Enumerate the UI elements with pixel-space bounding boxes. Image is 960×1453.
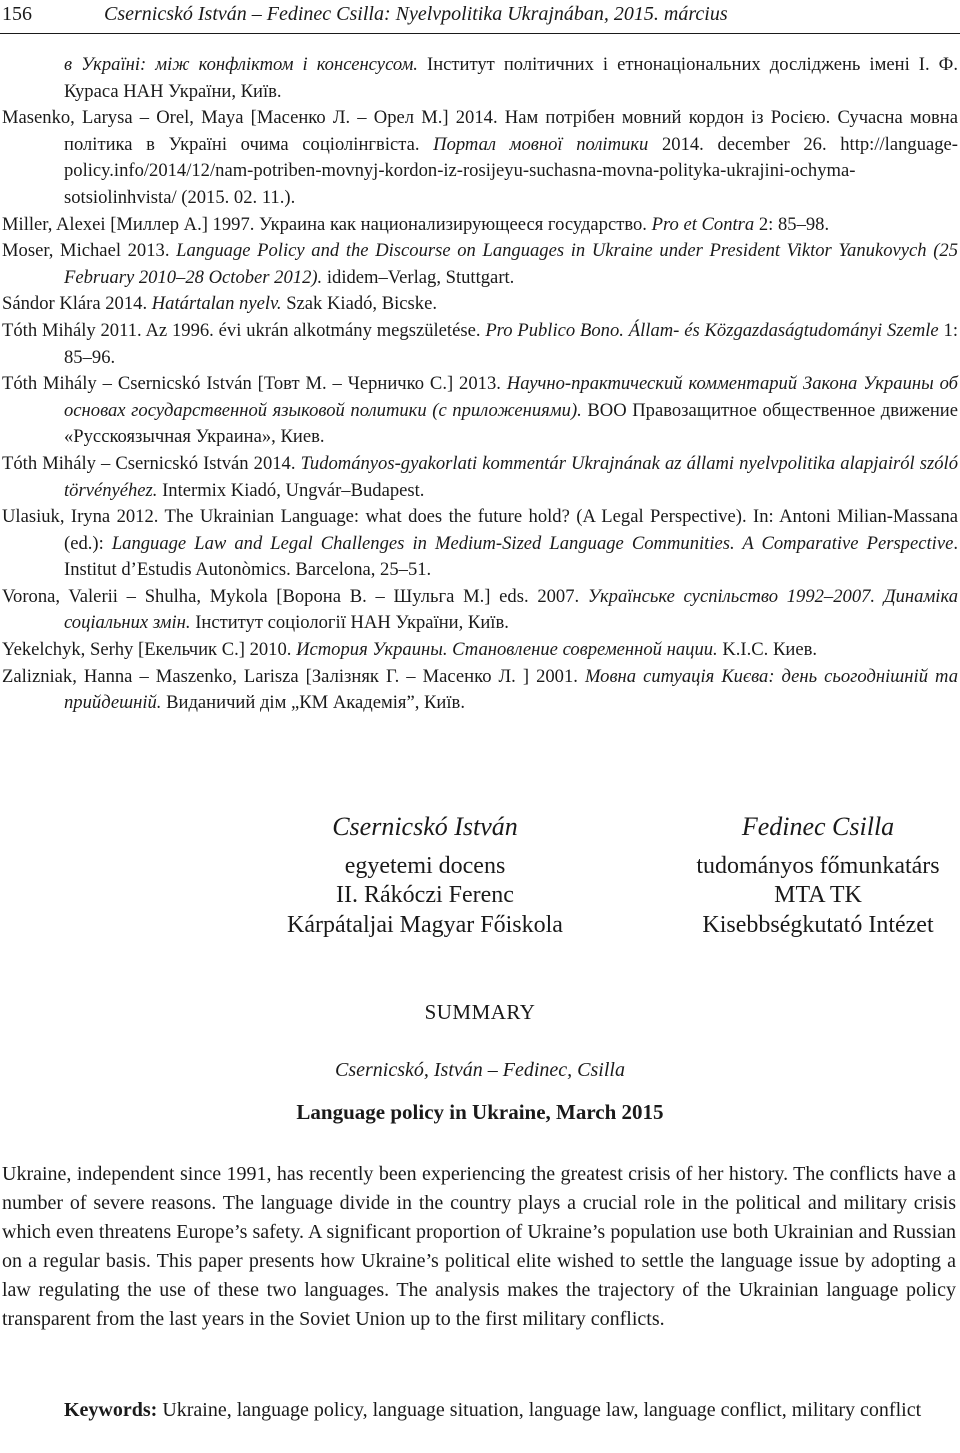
reference-text: Виданичий дім „КМ Академія”, Київ. <box>161 692 465 714</box>
summary-title: Language policy in Ukraine, March 2015 <box>296 1100 664 1124</box>
reference-text: Інститут політичних і етнонаціональних досліджень імені І. Ф. Кураса НАН України, Київ. <box>64 54 958 102</box>
reference-text: Moser, Michael 2013. <box>2 240 177 262</box>
reference-text: 1: 85–96. <box>64 319 958 368</box>
reference-text: 2: 85–98. <box>754 213 830 235</box>
summary-heading: SUMMARY <box>424 1000 536 1024</box>
reference-entry <box>2 664 958 717</box>
reference-title: Tudományos-gyakorlati kommentár Ukrajnának az állami nyelvpolitika alapjairól szóló törvényéhez. <box>64 452 959 501</box>
author-info <box>648 812 960 940</box>
reference-title: Határtalan nyelv. <box>151 293 282 315</box>
reference-list <box>2 52 958 717</box>
author-affiliation: Kisebbségkutató Intézet <box>702 911 934 938</box>
reference-entry <box>2 584 958 637</box>
reference-text: Ulasiuk, Iryna 2012. The Ukrainian Language: what does the future hold? (A Legal Perspective). In: Antoni Milian-Massana (ed.): <box>2 506 958 554</box>
reference-text: Intermix Kiadó, Ungvár–Budapest. <box>157 479 425 501</box>
reference-entry <box>2 637 958 664</box>
reference-text: Інститут соціології НАН України, Київ. <box>190 612 509 634</box>
reference-title: Pro Publico Bono. Állam- és Közgazdaságtudományi Szemle <box>485 319 939 341</box>
reference-text: . Institut d’Estudis Autonòmics. Barcelona, 25–51. <box>64 532 958 581</box>
reference-title: Українське суспільство 1992–2007. Динаміка соціальних змін. <box>64 585 959 634</box>
author-affiliation: II. Rákóczi Ferenc <box>336 882 514 908</box>
abstract-text: Ukraine, independent since 1991, has recently been experiencing the greatest crisis of her history. The conflicts have a number of severe reasons. The language divide in the country plays a crucial role in the political and military crisis which even threatens Europe’s safety. A significant proportion of Ukraine’s population use both Ukrainian and Russian on a regular basis. This paper presents how Ukraine’s political elite wished to settle the language issue by adopting a law regulating the use of these two languages. The analysis makes the trajectory of the Ukrainian language policy transparent from the last years in the Soviet Union up to the first military conflicts. <box>2 1163 956 1330</box>
reference-entry <box>2 212 958 239</box>
reference-text: Szak Kiadó, Bicske. <box>281 293 437 315</box>
reference-entry <box>2 105 958 211</box>
author-name: Fedinec Csilla <box>741 812 895 841</box>
keywords-line <box>2 1396 956 1425</box>
reference-text: Miller, Alexei [Миллер А.] 1997. Украина как национализирующееся государство. <box>2 213 652 235</box>
reference-entry <box>2 504 958 584</box>
author-name: Csernicskó István <box>332 812 518 841</box>
reference-entry <box>2 318 958 371</box>
summary-authors: Csernicskó, István – Fedinec, Csilla <box>335 1059 625 1081</box>
author-position: egyetemi docens <box>344 852 506 879</box>
reference-text: ididem–Verlag, Stuttgart. <box>322 266 515 288</box>
reference-title: Language Policy and the Discourse on Languages in Ukraine under President Viktor Yanukovych (25 February 2010–28 October 2012). <box>64 240 958 288</box>
author-info <box>255 812 595 940</box>
reference-text: ВОО Правозащитное общественное движение «Русскоязычная Украина», Киев. <box>64 399 959 448</box>
reference-text: Yekelchyk, Serhy [Екельчик С.] 2010. <box>2 639 297 661</box>
reference-text: Tóth Mihály – Csernicskó István 2014. <box>2 452 301 474</box>
reference-text: 2014. december 26. http://language-policy.info/2014/12/nam-potriben-movnyj-kordon-iz-rosijeyu-suchasna-movna-polityka-ukrajini-ochyma-sotsiolinhvista/ (2015. 02. 11.). <box>64 133 958 208</box>
reference-text: Masenko, Larysa – Orel, Maya [Масенко Л. – Орел М.] 2014. Нам потрібен мовний кордон із Росією. Сучасна мовна політика в Україні очима соціолінгвіста. <box>2 107 958 155</box>
running-header <box>0 0 960 34</box>
reference-entry <box>2 451 958 504</box>
reference-title: в Україні: між конфліктом і консенсусом. <box>64 54 418 75</box>
reference-text: Sándor Klára 2014. <box>2 293 152 315</box>
author-position: tudományos főmunkatárs <box>696 852 940 879</box>
reference-entry <box>2 52 958 105</box>
reference-title: Портал мовної політики <box>433 133 649 155</box>
reference-text: Tóth Mihály – Csernicskó István [Товт М. – Черничко С.] 2013. <box>2 373 507 395</box>
reference-entry <box>2 291 958 318</box>
reference-title: Мовна ситуація Києва: день сьогоднішній та прийдешній. <box>64 665 958 714</box>
author-block <box>0 812 960 952</box>
reference-entry <box>2 371 958 451</box>
reference-text: K.I.C. Киев. <box>717 639 817 661</box>
author-affiliation: MTA TK <box>774 882 862 908</box>
author-affiliation: Kárpátaljai Magyar Főiskola <box>287 911 563 938</box>
reference-text: Tóth Mihály 2011. Az 1996. évi ukrán alkotmány megszületése. <box>2 319 486 341</box>
reference-entry <box>2 238 958 291</box>
page-number: 156 <box>2 3 32 25</box>
keywords-list: Ukraine, language policy, language situation, language law, language conflict, military conflict <box>157 1399 922 1421</box>
reference-title: Научно-практический комментарий Закона Украины об основах государственной языковой политики (с приложениями). <box>64 373 958 421</box>
keywords-label: Keywords: <box>64 1399 158 1421</box>
running-title: Csernicskó István – Fedinec Csilla: Nyelvpolitika Ukrajnában, 2015. március <box>104 3 728 25</box>
reference-text: Vorona, Valerii – Shulha, Mykola [Ворона В. – Шульга М.] eds. 2007. <box>2 585 588 607</box>
reference-title: Language Law and Legal Challenges in Medium-Sized Language Communities. A Comparative Perspective <box>111 532 954 554</box>
reference-title: Pro et Contra <box>651 213 755 235</box>
reference-title: История Украины. Становление современной нации. <box>296 639 718 661</box>
reference-text: Zalizniak, Hanna – Maszenko, Larisza [Залізняк Г. – Масенко Л. ] 2001. <box>2 665 585 687</box>
